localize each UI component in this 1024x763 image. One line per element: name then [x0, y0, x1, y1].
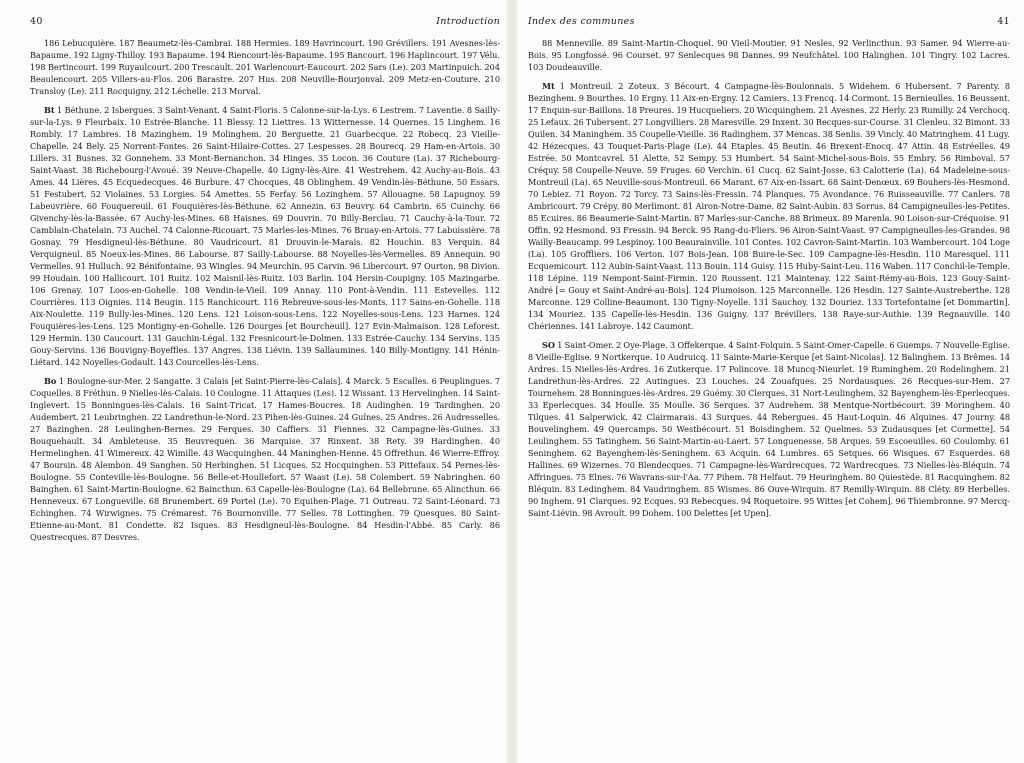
- left-page-number: 40: [30, 16, 43, 27]
- right-running-title: Index des communes: [528, 16, 635, 27]
- index-entries-text: 1 Saint-Omer. 2 Oye-Plage. 3 Offekerque. 4 Saint-Folquin. 5 Saint-Omer-Capelle. 6 Guemps. 7 Nouvelle-Eglise. 8 Vieille-Eglise. 9 Nortkerque. 10 Audruicq. 11 Sainte-Marie-Kerque [et Saint-Nicolas]. 12 Balinghem. 13 Brêmes. 14 Ardres. 15 Nielles-lès-Ardres. 16 Zutkerque. 17 Polincove. 18 Muncq-Nieurlet. 19 Ruminghem. 20 Rodelinghem. 21 Landrethun-lès-Ardres. 22 Autingues. 23 Louches. 24 Zouafques. 25 Nordausques. 26 Recques-sur-Hem. 27 Tournehem. 28 Bonningues-lès-Ardres. 29 Guémy. 30 Clerques. 31 Nort-Leulinghem. 32 Bayenghem-lès-Eperlecques. 33 Eperlecques. 34 Houlle. 35 Moulle. 36 Serques. 37 Audrehem. 38 Mentque-Nortbécourt. 39 Moringhem. 40 Tilques. 41 Salperwick. 42 Clairmarais. 43 Surques. 44 Rebergues. 45 Haut-Loquin. 46 Alquines. 47 Journy. 48 Bouvelinghem. 49 Quercamps. 50 Westbécourt. 51 Boisdinghem. 52 Quelmes. 53 Zudausques [et Cormette]. 54 Leulinghem. 55 Tatinghem. 56 Saint-Martin-au-Laert. 57 Longuenesse. 58 Arques. 59 Escoeuilles. 60 Coulomby. 61 Seninghem. 62 Bayenghem-lès-Seninghem. 63 Acquin. 64 Lumbres. 65 Setques. 66 Wisques. 67 Esquerdes. 68 Hallines. 69 Wizernes. 70 Blendecques. 71 Campagne-lès-Wardrecques. 72 Wardrecques. 73 Nielles-lès-Bléquin. 74 Affringues. 75 Elnes. 76 Wavrans-sur-l'Aa. 77 Pihem. 78 Helfaut. 79 Heuringhem. 80 Quiestède. 81 Racquinghem. 82 Bléquin. 83 Ledinghem. 84 Vaudringhem. 85 Wismes. 86 Ouve-Wirquin. 87 Remilly-Wirquin. 88 Cléty. 89 Herbelles. 90 Inghem. 91 Clarques. 92 Ecques. 93 Rebecques. 94 Roquetoire. 95 Wittes [et Cohem]. 96 Thiembronne. 97 Mercq-Saint-Liévin. 98 Avroult. 99 Dohem. 100 Delettes [et Upen].: [528, 340, 1010, 518]
- section-code: Mt: [542, 81, 555, 91]
- right-page-header: [528, 16, 1010, 28]
- left-page-header: [30, 16, 500, 28]
- section-code: Bt: [44, 105, 55, 115]
- index-entries-text: 1 Béthune. 2 Isbergues. 3 Saint-Venant. 4 Saint-Floris. 5 Calonne-sur-la-Lys. 6 Lestrem. 7 Laventie. 8 Sailly-sur-la-Lys. 9 Fleurbaix. 10 Estrée-Blanche. 11 Blessy. 12 Liettres. 13 Witternesse. 14 Quernes. 15 Linghem. 16 Rombly. 17 Lambres. 18 Mazinghem. 19 Molinghem. 20 Berguette. 21 Guarbecque. 22 Robecq. 23 Vieille-Chapelle. 24 Bely. 25 Norrent-Fontes. 26 Saint-Hilaire-Cottes. 27 Lespesses. 28 Bourecq. 29 Ham-en-Artois. 30 Lillers. 31 Busnes. 32 Gonnehem. 33 Mont-Bernanchon. 34 Hinges. 35 Locon. 36 Couture (La). 37 Richebourg-Saint-Vaast. 38 Richebourg-l'Avoué. 39 Neuve-Chapelle. 40 Ligny-lès-Aire. 41 Westrehem. 42 Auchy-au-Bois. 43 Ames. 44 Lières. 45 Ecquedecques. 46 Burbure. 47 Chocques. 48 Oblinghem. 49 Vendin-lès-Béthune. 50 Essars. 51 Festubert. 52 Violaines. 53 Lorgies. 54 Amettes. 55 Ferfay. 56 Lozinghem. 57 Allouagne. 58 Lapugnoy. 59 Labeuvrière. 60 Fouquereuil. 61 Fouquières-lès-Béthune. 62 Annezin. 63 Beuvry. 64 Cambrin. 65 Cuinchy. 66 Givenchy-lès-la-Bassée. 67 Auchy-les-Mines. 68 Haisnes. 69 Douvrin. 70 Billy-Berclau. 71 Cauchy-à-la-Tour. 72 Camblain-Chatelain. 73 Auchel. 74 Calonne-Ricouart. 75 Marles-les-Mines. 76 Bruay-en-Artois. 77 Labuissière. 78 Gosnay. 79 Hesdigneul-lès-Béthune. 80 Vaudricourt. 81 Drouvin-le-Marais. 82 Houchin. 83 Verquin. 84 Verquigneul. 85 Noeux-les-Mines. 86 Labourse. 87 Sailly-Labourse. 88 Noyelles-lès-Vermelles. 89 Annequin. 90 Vermelles. 91 Hulluch. 92 Bénifontaine. 93 Wingles. 94 Meurchin. 95 Carvin. 96 Libercourt. 97 Ourton. 98 Divion. 99 Houdain. 100 Hallicourt. 101 Ruitz. 102 Maisnil-lès-Ruitz. 103 Barlin. 104 Hersin-Coupigny. 105 Mazingarbe. 106 Grenay. 107 Loos-en-Gohelle. 108 Vendin-le-Vieil. 109 Annay. 110 Pont-à-Vendin. 111 Estevelles. 112 Courrières. 113 Oignies. 114 Beugin. 115 Ranchicourt. 116 Rebreuve-sous-les-Monts. 117 Sains-en-Gohelle. 118 Aix-Noulette. 119 Bully-les-Mines. 120 Lens. 121 Loison-sous-Lens. 122 Noyelles-sous-Lens. 123 Harnes. 124 Fouquières-les-Lens. 125 Montigny-en-Gohelle. 126 Dourges [et Bourcheuil]. 127 Evin-Malmaison. 128 Leforest. 129 Hermin. 130 Caucourt. 131 Gauchin-Légal. 132 Fresnicourt-le-Dolmen. 133 Estrée-Cauchy. 134 Servins. 135 Gouy-Servins. 136 Bouvigny-Boyeffles. 137 Angres. 138 Liévin. 139 Sallaumines. 140 Billy-Montigny. 141 Hénin-Liétard. 142 Noyelles-Godault. 143 Courcelles-lès-Lens.: [30, 105, 501, 367]
- index-entries-text: 88 Menneville. 89 Saint-Martin-Choquel. 90 Vieil-Moutier. 91 Nesles. 92 Verlincthun. 93 Samer. 94 Wierre-au-Bois. 95 Longfossé. 96 Courset. 97 Senlecques 98 Dannes. 99 Neufchâtel. 100 Halinghen. 101 Tingry. 102 Lacres. 103 Doudeauville.: [528, 38, 1010, 72]
- index-section-bt: [30, 104, 500, 368]
- index-entry-paragraph: [30, 37, 500, 97]
- book-gutter: [506, 0, 518, 763]
- index-entries-text: 1 Boulogne-sur-Mer. 2 Sangatte. 3 Calais [et Saint-Pierre-lès-Calais]. 4 Marck. 5 Escalles. 6 Peuplingues. 7 Coquelles. 8 Fréthun. 9 Nielles-lès-Calais. 10 Coulogne. 11 Attaques (Les). 12 Wissant. 13 Hervelinghen. 14 Saint-Inglevert. 15 Bonningues-lès-Calais. 16 Saint-Tricat. 17 Hames-Boucres. 18 Audinghen. 19 Tardinghen. 20 Audembert. 21 Leubringhen. 22 Landrethun-le-Nord. 23 Pihen-lès-Guines. 24 Guînes. 25 Andres. 26 Audresselles. 27 Bazinghen. 28 Leulinghen-Bernes. 29 Ferques. 30 Caffiers. 31 Fiennes. 32 Campagne-lès-Guines. 33 Bouquehault. 34 Ambleteuse. 35 Beuvrequen. 36 Marquise. 37 Rinxent. 38 Rety. 39 Hardinghen. 40 Hermelinghen. 41 Wimereux. 42 Wimille. 43 Wacquinghen. 44 Maninghen-Henne. 45 Offrethun. 46 Wierre-Effroy. 47 Boursin. 48 Alembon. 49 Sanghen. 50 Herbinghen. 51 Licques. 52 Hocquinghen. 53 Pittefaux. 54 Pernes-lès-Boulogne. 55 Conteville-lès-Boulogne. 56 Belle-et-Houllefort. 57 Waast (Le). 58 Colembert. 59 Nabringhen. 60 Bainghen. 61 Saint-Martin-Boulogne. 62 Baincthun. 63 Capelle-lès-Boulogne (La). 64 Bellebrune. 65 Alincthun. 66 Henneveux. 67 Longueville. 68 Brunembert. 69 Portel (Le). 70 Equihen-Plage. 71 Outreau. 72 Saint-Léonard. 73 Echinghen. 74 Wirwignes. 75 Crémarest. 76 Bournonville. 77 Selles. 78 Lottinghen. 79 Quesques. 80 Saint-Etienne-au-Mont. 81 Condette. 82 Isques. 83 Hesdigneul-lès-Boulogne. 84 Hesdin-l'Abbé. 85 Carly. 86 Questrecques. 87 Desvres.: [30, 376, 501, 542]
- left-page: [0, 0, 506, 763]
- left-running-title: Introduction: [436, 16, 500, 27]
- right-page-number: 41: [997, 16, 1010, 27]
- index-entry-paragraph: [528, 37, 1010, 73]
- index-section-so: [528, 339, 1010, 519]
- index-section-mt: [528, 80, 1010, 332]
- index-entries-text: 1 Montreuil. 2 Zoteux. 3 Bécourt. 4 Campagne-lès-Boulonnais. 5 Widehem. 6 Hubersent. 7 Parenty. 8 Bezinghem. 9 Bourthes. 10 Ergny. 11 Aix-en-Ergny. 12 Camiers. 13 Frencq. 14 Cormont. 15 Bernieulles. 16 Beussent. 17 Enquin-sur-Baillons. 18 Preures. 19 Hucqueliers. 20 Wicquinghem. 21 Avesnes. 22 Herly. 23 Rumilly. 24 Verchocq. 25 Lefaux. 26 Tubersent. 27 Longvilliers. 28 Maresville. 29 Inxent. 30 Recques-sur-Course. 31 Clenleu. 32 Bimont. 33 Quilen. 34 Maninghem. 35 Coupelle-Vieille. 36 Radinghem. 37 Mencas. 38 Senlis. 39 Vincly. 40 Matringhem. 41 Lugy. 42 Hézecques. 43 Touquet-Paris-Plage (Le). 44 Etaples. 45 Beutin. 46 Brexent-Enocq. 47 Attin. 48 Estréelles. 49 Estrée. 50 Montcavrel. 51 Alette. 52 Sempy. 53 Humbert. 54 Saint-Michel-sous-Bois. 55 Embry. 56 Rimboval. 57 Créquy. 58 Coupelle-Neuve. 59 Fruges. 60 Verchin. 61 Cucq. 62 Saint-Josse. 63 Calotterie (La). 64 Madeleine-sous-Montreuil (La). 65 Neuville-sous-Montreuil. 66 Marant. 67 Aix-en-Issart. 68 Saint-Denœux. 69 Bouhers-lès-Hesmond. 70 Lebiez. 71 Royon. 72 Torcy. 73 Sains-lès-Fressin. 74 Planques. 75 Avondance. 76 Ruisseauville. 77 Canlers. 78 Ambricourt. 79 Crépy. 80 Merlimont. 81 Airon-Notre-Dame. 82 Saint-Aubin. 83 Sorrus. 84 Campigneulles-les-Petites. 85 Ecuires. 86 Beaumerie-Saint-Martin. 87 Marles-sur-Canche. 88 Brimeux. 89 Marenla. 90 Loison-sur-Créquoise. 91 Offin. 92 Hesmond. 93 Fressin. 94 Berck. 95 Rang-du-Fliers. 96 Airon-Saint-Vaast. 97 Campigneulles-les-Grandes. 98 Wailly-Beaucamp. 99 Lespinoy. 100 Beaurainville. 101 Contes. 102 Cavron-Saint-Martin. 103 Wambercourt. 104 Loge (La). 105 Groffliers. 106 Verton. 107 Bois-Jean. 108 Buire-le-Sec. 109 Campagne-lès-Hesdin. 110 Maresquel. 111 Ecquemicourt. 112 Aubin-Saint-Vaast. 113 Bouin. 114 Guisy. 115 Huby-Saint-Leu. 116 Waben. 117 Conchil-le-Temple. 118 Lépine. 119 Nempont-Saint-Firmin. 120 Roussent. 121 Maintenay. 122 Saint-Rémy-au-Bois. 123 Gouy-Saint-André [= Gouy et Saint-André-au-Bois]. 124 Plumoison. 125 Marconnelle. 126 Hesdin. 127 Sainte-Austreberthe. 128 Marconne. 129 Colline-Beaumont. 130 Tigny-Noyelle. 131 Sauchoy. 132 Douriez. 133 Tortefontaine [et Dommartin]. 134 Mouriez. 135 Capelle-lès-Hesdin. 136 Guigny. 137 Brévillers. 138 Raye-sur-Authie. 139 Regnauville. 140 Chériennes. 141 Labroye. 142 Caumont.: [528, 81, 1010, 331]
- right-page: [518, 0, 1024, 763]
- section-code: SO: [542, 340, 555, 350]
- index-entries-text: 186 Lebucquière. 187 Beaumetz-lès-Cambrai. 188 Hermies. 189 Havrincourt. 190 Grévillers. 191 Avesnes-lès-Bapaume. 192 Ligny-Thilloy. 193 Bapaume. 194 Riencourt-lès-Bapaume. 195 Bancourt. 196 Haplincourt. 197 Vélu. 198 Bertincourt. 199 Ruyaulcourt. 200 Trescault. 201 Warlencourt-Eaucourt. 202 Sars (Le). 203 Martinpuich. 204 Beaulencourt. 205 Villers-au-Flos. 206 Barastre. 207 Hus. 208 Neuville-Bourjonval. 209 Metz-en-Couture. 210 Transloy (Le). 211 Rocquigny. 212 Léchelle. 213 Morval.: [30, 38, 500, 96]
- section-code: Bo: [44, 376, 57, 386]
- index-section-bo: [30, 375, 500, 543]
